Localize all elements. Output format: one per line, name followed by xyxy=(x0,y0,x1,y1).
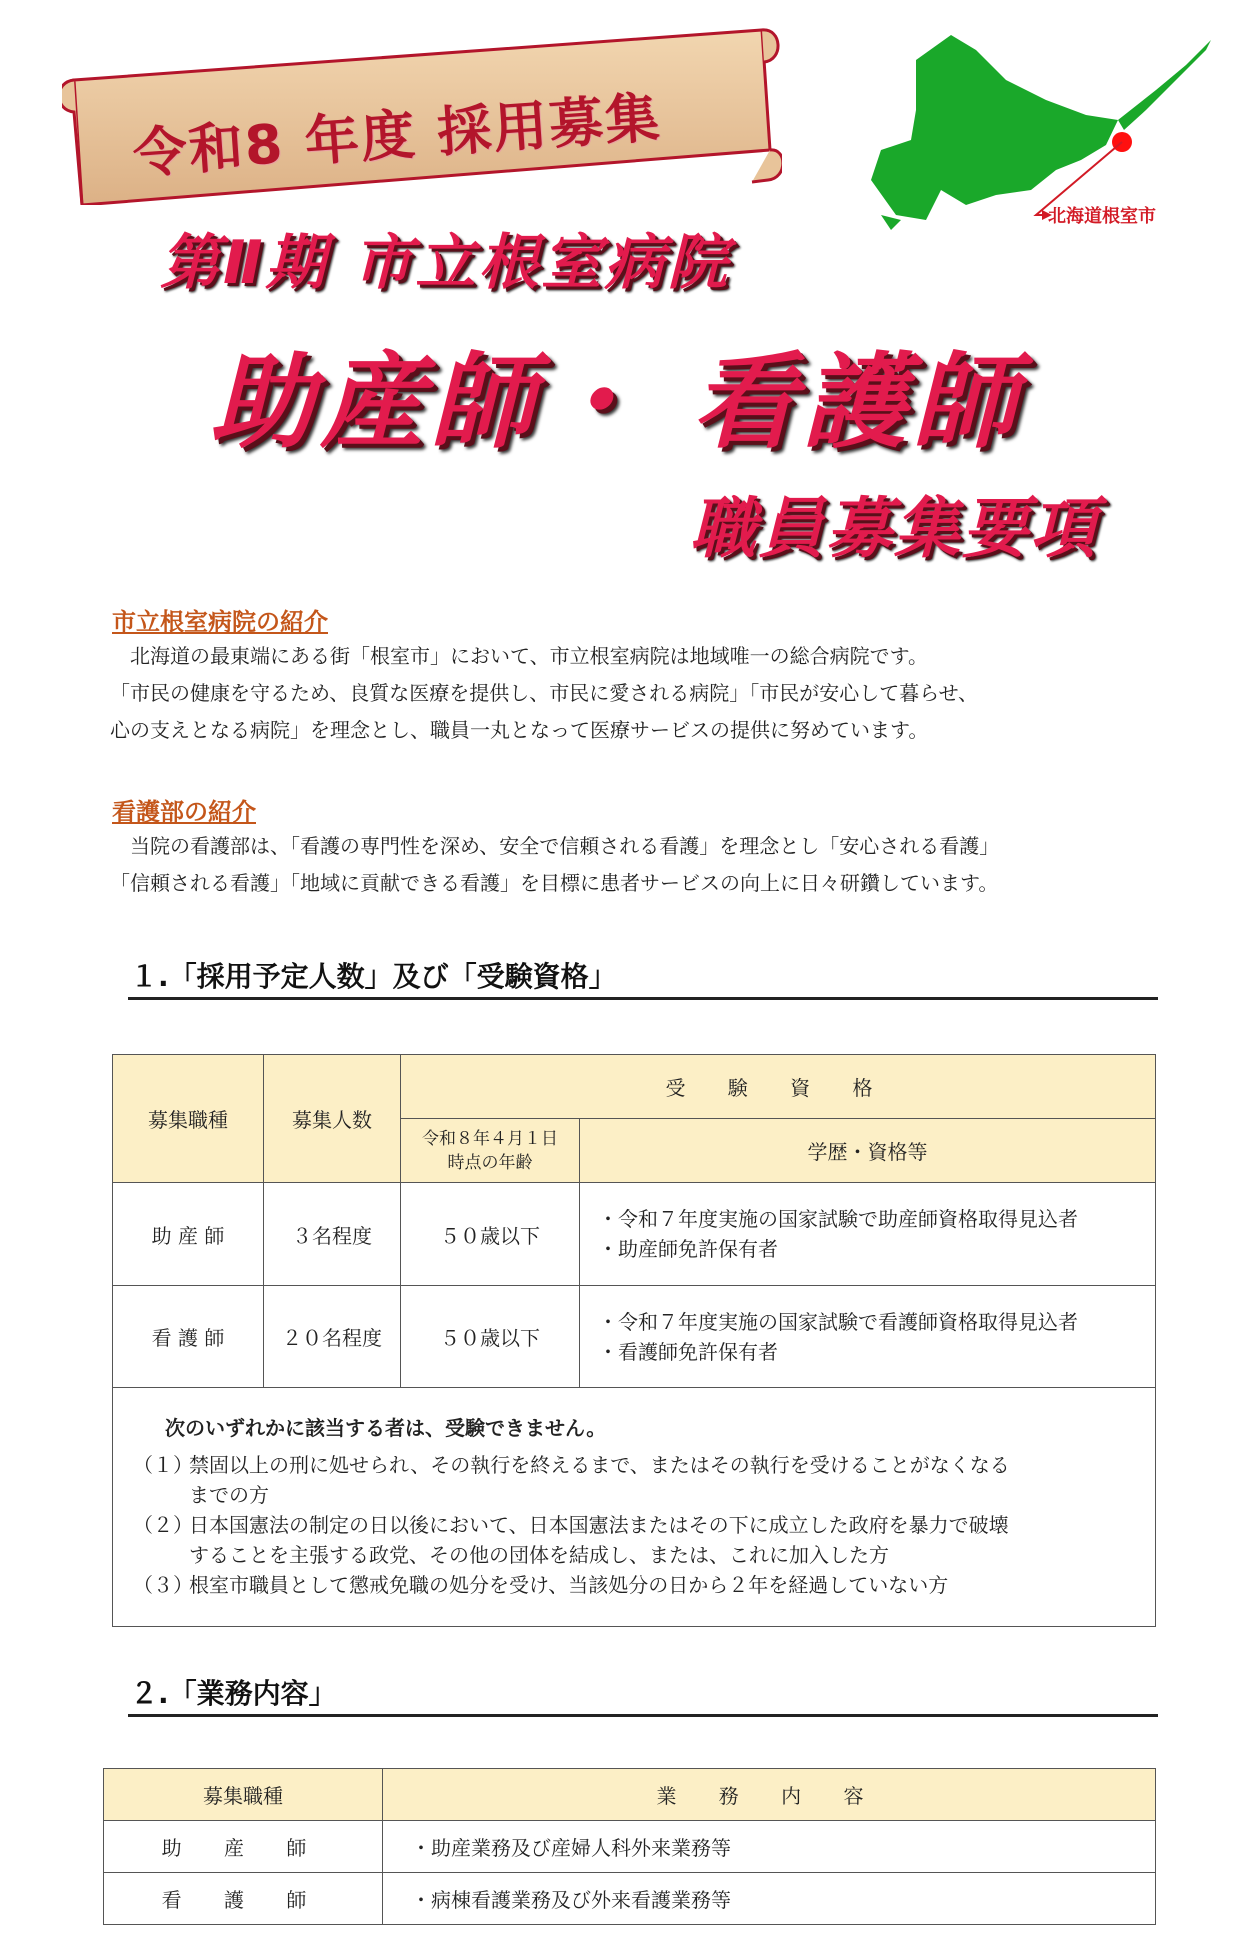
row-job: 看 護 師 xyxy=(113,1286,264,1388)
table-row xyxy=(104,1873,1156,1925)
nursing-intro-heading: 看護部の紹介 xyxy=(112,798,256,826)
hospital-intro-line: 「市民の健康を守るため、良質な医療を提供し、市民に愛される病院」「市民が安心して暮らせ、 xyxy=(110,681,978,705)
row-edu-line: ・令和７年度実施の国家試験で看護師資格取得見込者 xyxy=(598,1309,1078,1334)
row-count: ２０名程度 xyxy=(264,1286,401,1388)
disqualification-box xyxy=(112,1387,1156,1627)
col-work-header: 業 務 内 容 xyxy=(383,1769,1156,1821)
hokkaido-map xyxy=(856,20,1216,235)
banner-scroll xyxy=(62,20,782,205)
row-edu-line: ・令和７年度実施の国家試験で助産師資格取得見込者 xyxy=(598,1207,1078,1231)
row-job: 助 産 師 xyxy=(104,1821,383,1873)
hospital-intro-text xyxy=(110,638,1150,749)
row-work: ・助産業務及び産婦人科外来業務等 xyxy=(383,1821,1156,1873)
item-number: （２） xyxy=(133,1513,193,1537)
nursing-intro-line: 「信頼される看護」「地域に貢献できる看護」を目標に患者サービスの向上に日々研鑽しています。 xyxy=(110,871,999,895)
row-edu-line: ・助産師免許保有者 xyxy=(598,1237,778,1261)
item-text: 日本国憲法の制定の日以後において、日本国憲法またはその下に成立した政府を暴力で破壊 xyxy=(189,1513,1009,1537)
col-job-header: 募集職種 xyxy=(104,1769,383,1821)
col-job-header: 募集職種 xyxy=(113,1055,264,1183)
item-text: 根室市職員として懲戒免職の処分を受け、当該処分の日から２年を経過していない方 xyxy=(189,1573,949,1597)
row-count: ３名程度 xyxy=(264,1183,401,1286)
disqualification-item xyxy=(133,1450,1133,1510)
nursing-intro-line: 当院の看護部は、「看護の専門性を深め、安全で信頼される看護」を理念とし「安心される看護」 xyxy=(110,834,1000,858)
title-hospital: 第Ⅱ期 市立根室病院 xyxy=(160,228,731,298)
item-text-cont: することを主張する政党、その他の団体を結成し、または、これに加入した方 xyxy=(189,1543,889,1567)
title-positions: 助産師・ 看護師 xyxy=(210,341,1023,463)
section1-rule xyxy=(128,997,1158,1000)
item-number: （１） xyxy=(133,1453,193,1477)
row-edu xyxy=(580,1286,1156,1388)
item-text-cont: までの方 xyxy=(189,1483,269,1507)
table-row xyxy=(113,1286,1156,1388)
row-job: 助 産 師 xyxy=(113,1183,264,1286)
nursing-intro-text xyxy=(110,828,1150,902)
row-job: 看 護 師 xyxy=(104,1873,383,1925)
table-row xyxy=(104,1821,1156,1873)
hospital-intro-heading: 市立根室病院の紹介 xyxy=(112,608,328,636)
section2-heading: ２.「業務内容」 xyxy=(130,1677,337,1710)
hospital-intro-line: 心の支えとなる病院」を理念とし、職員一丸となって医療サービスの提供に努めています。 xyxy=(110,718,929,742)
banner-text: 令和8 年度 採用募集 xyxy=(130,85,664,186)
qualification-table xyxy=(112,1054,1156,1388)
col-age-header: 令和８年４月１日 時点の年齢 xyxy=(401,1119,580,1183)
col-count-header: 募集人数 xyxy=(264,1055,401,1183)
item-text: 禁固以上の刑に処せられ、その執行を終えるまで、またはその執行を受けることがなくなる xyxy=(189,1453,1010,1477)
col-edu-header: 学歴・資格等 xyxy=(580,1119,1156,1183)
col-qual-header: 受 験 資 格 xyxy=(401,1055,1156,1119)
row-edu-line: ・看護師免許保有者 xyxy=(598,1339,778,1364)
work-table xyxy=(103,1768,1156,1925)
item-number: （３） xyxy=(133,1573,193,1597)
disqualification-item xyxy=(133,1570,1133,1600)
row-edu xyxy=(580,1183,1156,1286)
title-guidelines: 職員募集要項 xyxy=(690,490,1098,567)
row-age: ５０歳以下 xyxy=(401,1183,580,1286)
map-label: 北海道根室市 xyxy=(1048,206,1156,227)
disqualification-lead: 次のいずれかに該当する者は、受験できません。 xyxy=(165,1416,607,1440)
section2-rule xyxy=(128,1714,1158,1717)
hospital-intro-line: 北海道の最東端にある街「根室市」において、市立根室病院は地域唯一の総合病院です。 xyxy=(110,644,928,668)
table-row xyxy=(113,1183,1156,1286)
section1-heading: １.「採用予定人数」及び「受験資格」 xyxy=(130,960,617,993)
row-work: ・病棟看護業務及び外来看護業務等 xyxy=(383,1873,1156,1925)
disqualification-item xyxy=(133,1510,1133,1570)
row-age: ５０歳以下 xyxy=(401,1286,580,1388)
